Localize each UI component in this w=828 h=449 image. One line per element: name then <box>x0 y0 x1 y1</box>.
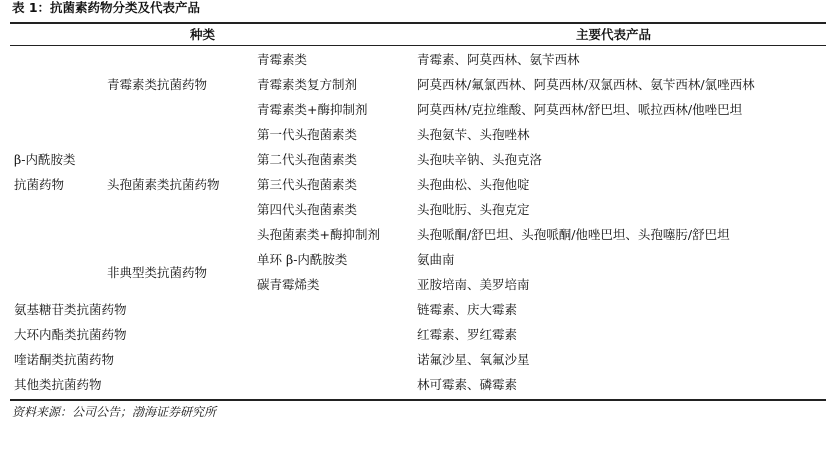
table-caption: 表 1：抗菌素药物分类及代表产品 <box>12 0 201 15</box>
product-cell: 阿莫西林/氟氯西林、阿莫西林/双氯西林、氨苄西林/氯唑西林 <box>417 77 755 92</box>
subcategory-cephalosporin: 头孢菌素类抗菌药物 <box>107 177 220 192</box>
category-other: 其他类抗菌药物 <box>14 377 102 392</box>
type-cell: 单环 β-内酰胺类 <box>257 252 348 267</box>
product-cell: 诺氟沙星、氧氟沙星 <box>417 352 530 367</box>
category-quinolone: 喹诺酮类抗菌药物 <box>14 352 115 367</box>
product-cell: 头孢氨苄、头孢唑林 <box>417 127 530 142</box>
subcategory-penicillin: 青霉素类抗菌药物 <box>107 77 208 92</box>
product-cell: 头孢呋辛钠、头孢克洛 <box>417 152 543 167</box>
type-cell: 第一代头孢菌素类 <box>257 127 358 142</box>
type-cell: 头孢菌素类+酶抑制剂 <box>257 227 380 242</box>
header-products: 主要代表产品 <box>576 27 652 42</box>
table-top-rule <box>10 22 826 24</box>
category-beta-lactam-line1: β-内酰胺类 <box>14 152 76 167</box>
type-cell: 第二代头孢菌素类 <box>257 152 358 167</box>
type-cell: 青霉素类复方制剂 <box>257 77 358 92</box>
type-cell: 第四代头孢菌素类 <box>257 202 358 217</box>
product-cell: 红霉素、罗红霉素 <box>417 327 518 342</box>
source-note: 资料来源：公司公告；渤海证券研究所 <box>12 405 217 419</box>
product-cell: 氨曲南 <box>417 252 455 267</box>
category-beta-lactam-line2: 抗菌药物 <box>14 177 65 192</box>
header-category: 种类 <box>190 27 216 42</box>
product-cell: 青霉素、阿莫西林、氨苄西林 <box>417 52 580 67</box>
type-cell: 第三代头孢菌素类 <box>257 177 358 192</box>
product-cell: 林可霉素、磷霉素 <box>417 377 518 392</box>
product-cell: 头孢吡肟、头孢克定 <box>417 202 530 217</box>
category-macrolide: 大环内酯类抗菌药物 <box>14 327 127 342</box>
subcategory-atypical: 非典型类抗菌药物 <box>107 265 208 280</box>
table-header-rule <box>10 45 826 46</box>
type-cell: 青霉素类+酶抑制剂 <box>257 102 368 117</box>
product-cell: 链霉素、庆大霉素 <box>417 302 518 317</box>
product-cell: 头孢哌酮/舒巴坦、头孢哌酮/他唑巴坦、头孢噻肟/舒巴坦 <box>417 227 730 242</box>
product-cell: 阿莫西林/克拉维酸、阿莫西林/舒巴坦、哌拉西林/他唑巴坦 <box>417 102 743 117</box>
type-cell: 青霉素类 <box>257 52 308 67</box>
table-bottom-rule <box>10 399 826 401</box>
product-cell: 亚胺培南、美罗培南 <box>417 277 530 292</box>
product-cell: 头孢曲松、头孢他啶 <box>417 177 530 192</box>
category-aminoglycoside: 氨基糖苷类抗菌药物 <box>14 302 127 317</box>
type-cell: 碳青霉烯类 <box>257 277 320 292</box>
